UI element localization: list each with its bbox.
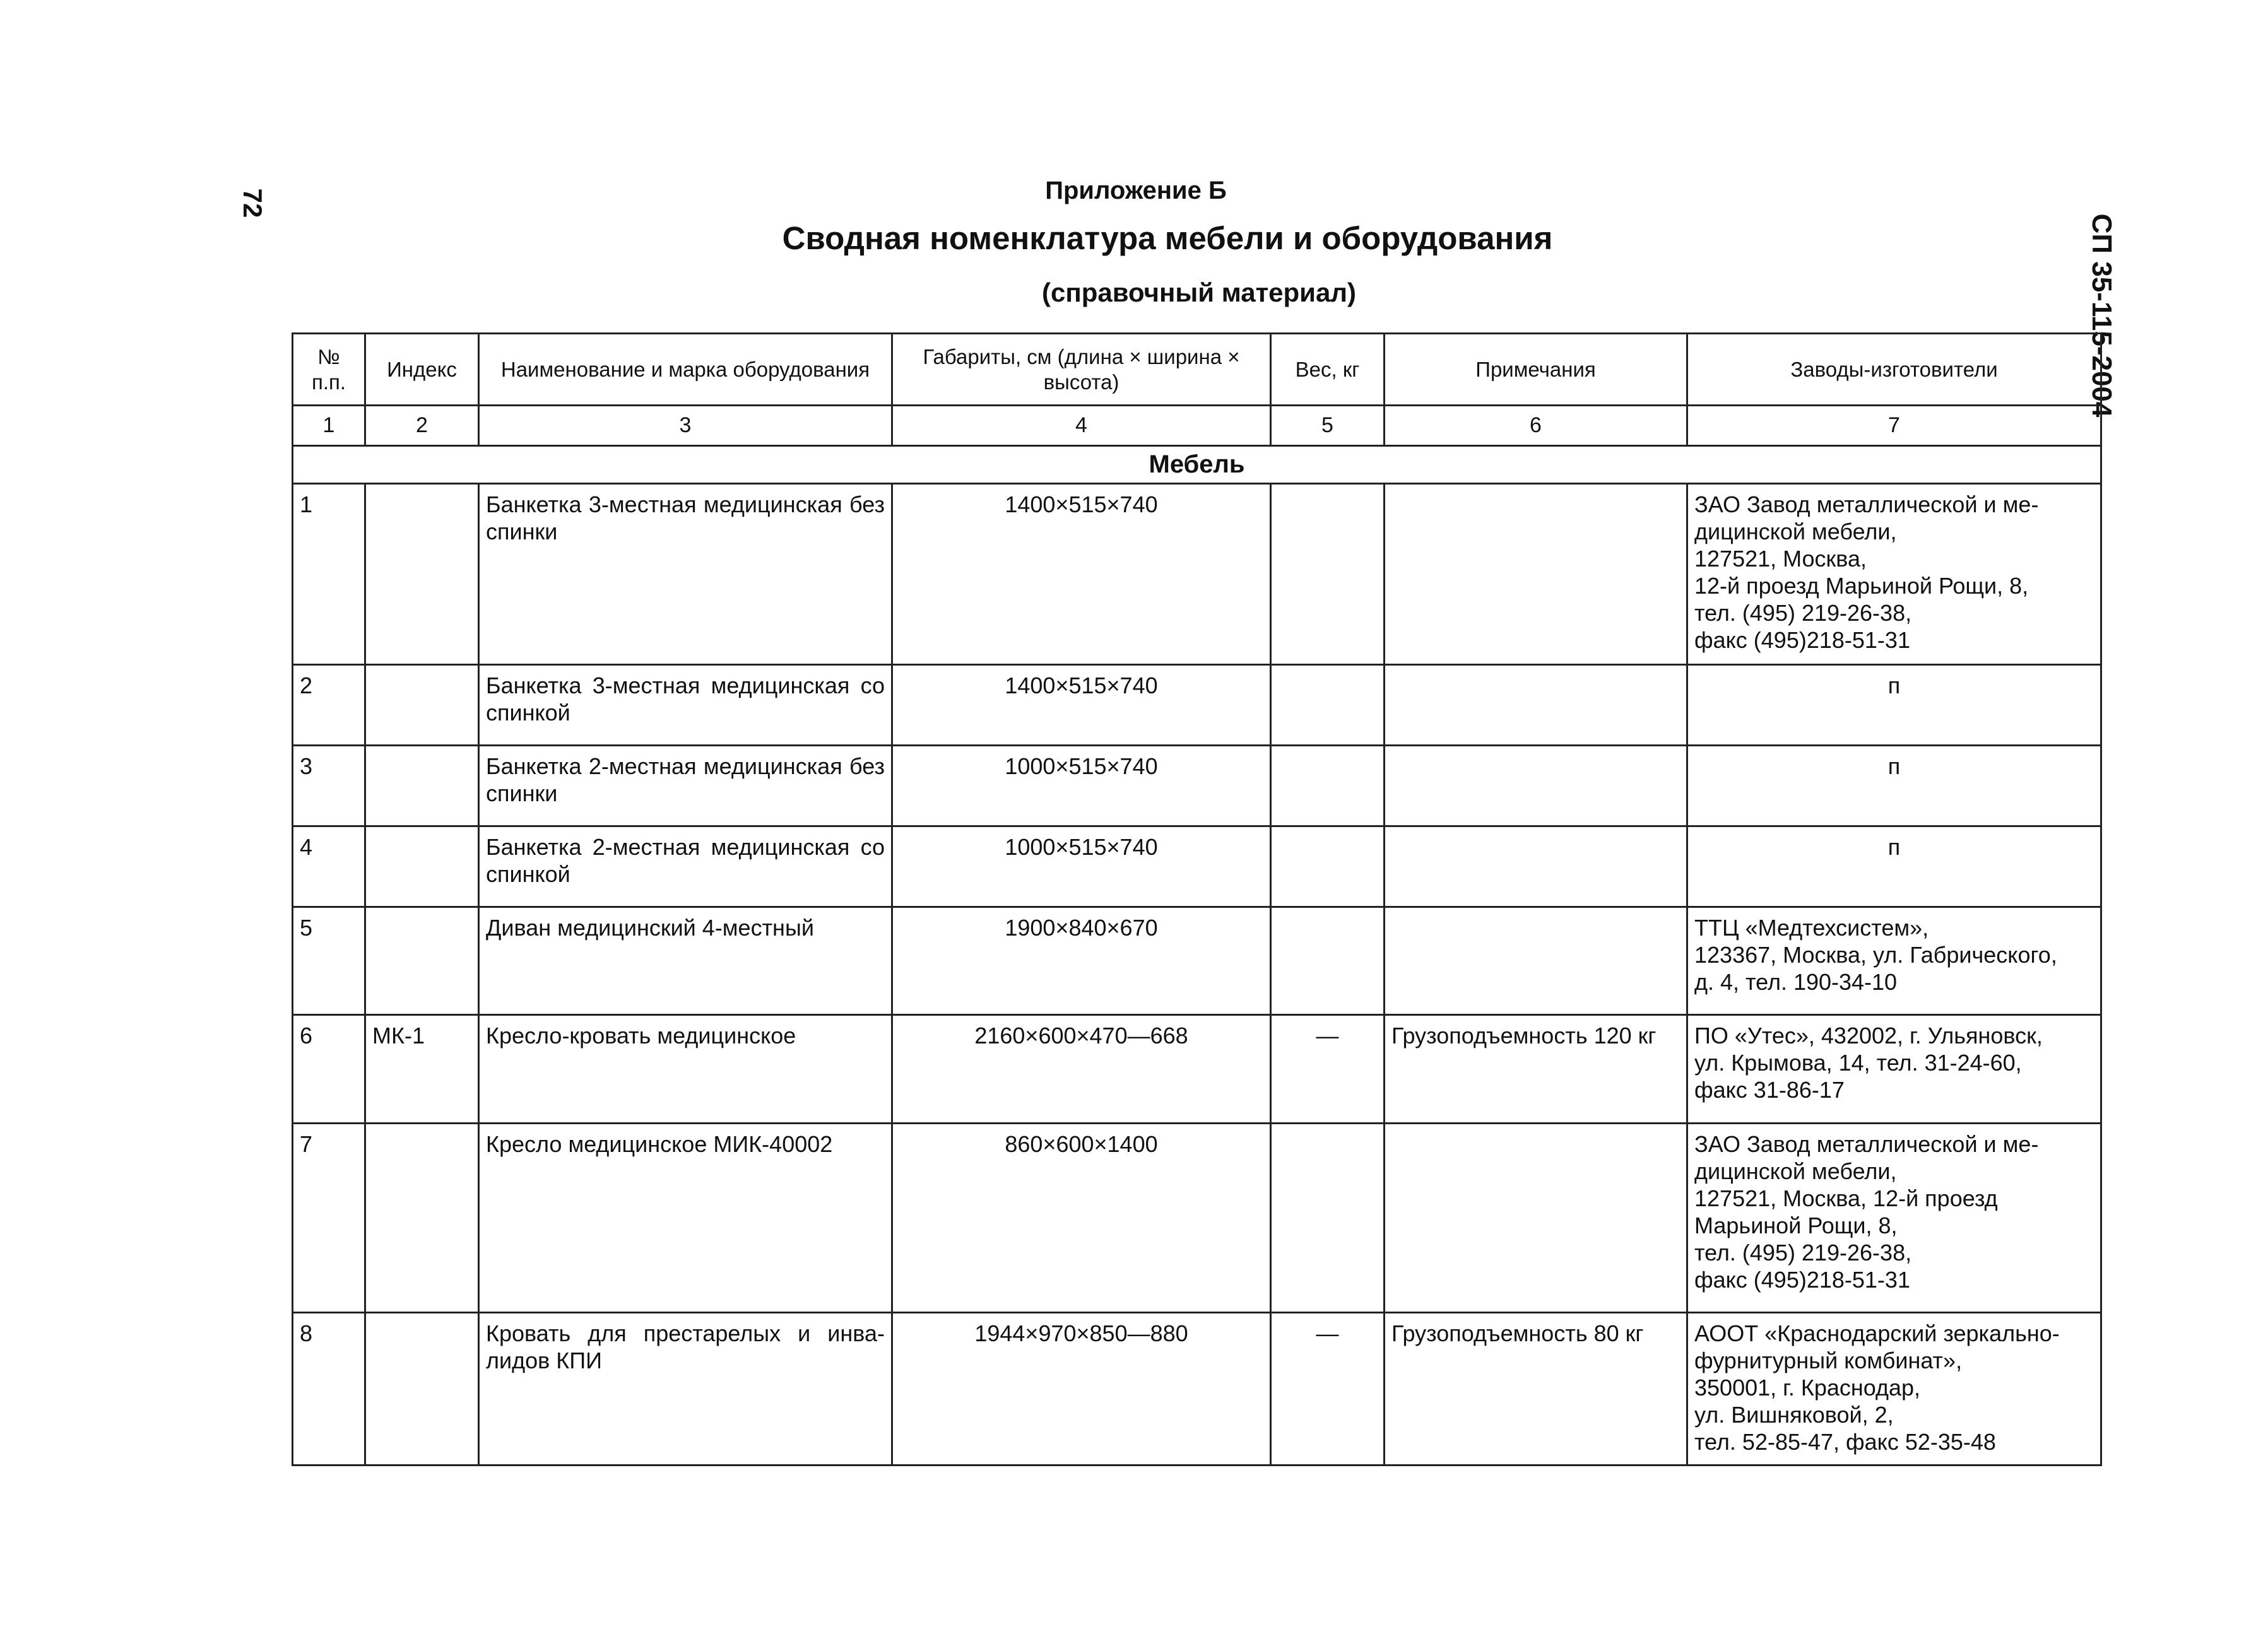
row-name: Банкетка 3-местная медицинская без спинки xyxy=(479,484,892,665)
column-number: 5 xyxy=(1271,406,1385,446)
row-index xyxy=(365,907,479,1015)
row-dims: 1000×515×740 xyxy=(892,746,1271,826)
header-index: Индекс xyxy=(365,334,479,406)
row-weight xyxy=(1271,826,1385,907)
table-row xyxy=(293,484,2101,665)
row-num: 8 xyxy=(293,1313,365,1466)
header-name: Наименование и марка оборудования xyxy=(479,334,892,406)
row-num: 6 xyxy=(293,1015,365,1124)
table-header-row xyxy=(293,334,2101,406)
row-index xyxy=(365,665,479,746)
table-row xyxy=(293,826,2101,907)
header-weight: Вес, кг xyxy=(1271,334,1385,406)
column-number: 4 xyxy=(892,406,1271,446)
row-dims: 1900×840×670 xyxy=(892,907,1271,1015)
column-number: 6 xyxy=(1385,406,1687,446)
table-row xyxy=(293,746,2101,826)
row-weight xyxy=(1271,665,1385,746)
row-num: 2 xyxy=(293,665,365,746)
table-row xyxy=(293,665,2101,746)
row-notes xyxy=(1385,1124,1687,1313)
row-dims: 860×600×1400 xyxy=(892,1124,1271,1313)
row-dims: 1400×515×740 xyxy=(892,665,1271,746)
row-num: 3 xyxy=(293,746,365,826)
row-num: 7 xyxy=(293,1124,365,1313)
table-row xyxy=(293,1124,2101,1313)
row-num: 4 xyxy=(293,826,365,907)
row-name: Банкетка 2-местная медицинская со спинкой xyxy=(479,826,892,907)
row-num: 5 xyxy=(293,907,365,1015)
row-weight xyxy=(1271,484,1385,665)
header-dims: Габариты, см (длина × ширина × высота) xyxy=(892,334,1271,406)
row-manufacturer: ТТЦ «Медтехсистем», 123367, Москва, ул. Габрического, д. 4, тел. 190-34-10 xyxy=(1687,907,2101,1015)
row-index xyxy=(365,1124,479,1313)
column-number: 3 xyxy=(479,406,892,446)
nomenclature-table xyxy=(292,332,2102,1466)
row-manufacturer: п xyxy=(1687,665,2101,746)
row-name: Кровать для престарелых и инва-лидов КПИ xyxy=(479,1313,892,1466)
row-weight xyxy=(1271,907,1385,1015)
column-number-row xyxy=(293,406,2101,446)
section-title: Мебель xyxy=(293,446,2101,484)
row-index xyxy=(365,1313,479,1466)
column-number: 7 xyxy=(1687,406,2101,446)
row-notes xyxy=(1385,665,1687,746)
row-dims: 2160×600×470—668 xyxy=(892,1015,1271,1124)
page-subtitle: (справочный материал) xyxy=(1041,278,1356,307)
row-weight xyxy=(1271,1124,1385,1313)
row-dims: 1000×515×740 xyxy=(892,826,1271,907)
row-manufacturer: п xyxy=(1687,826,2101,907)
row-weight: — xyxy=(1271,1015,1385,1124)
row-notes: Грузоподъемность 80 кг xyxy=(1385,1313,1687,1466)
row-name: Кресло-кровать медицинское xyxy=(479,1015,892,1124)
header-num: № п.п. xyxy=(293,334,365,406)
row-weight: — xyxy=(1271,1313,1385,1466)
document-code: СП 35-115-2004 xyxy=(2086,213,2117,418)
row-dims: 1400×515×740 xyxy=(892,484,1271,665)
row-notes xyxy=(1385,746,1687,826)
row-manufacturer: АООТ «Краснодарский зеркально- фурнитурный комбинат», 350001, г. Краснодар, ул. Вишняковой, 2, тел. 52-85-47, факс 52-35-48 xyxy=(1687,1313,2101,1466)
row-index xyxy=(365,484,479,665)
row-manufacturer: п xyxy=(1687,746,2101,826)
row-weight xyxy=(1271,746,1385,826)
row-name: Кресло медицинское МИК-40002 xyxy=(479,1124,892,1313)
row-name: Банкетка 3-местная медицинская со спинкой xyxy=(479,665,892,746)
header-notes: Примечания xyxy=(1385,334,1687,406)
row-notes xyxy=(1385,826,1687,907)
row-index xyxy=(365,826,479,907)
row-num: 1 xyxy=(293,484,365,665)
row-name: Диван медицинский 4-местный xyxy=(479,907,892,1015)
table-row xyxy=(293,1313,2101,1466)
column-number: 2 xyxy=(365,406,479,446)
row-index: МК-1 xyxy=(365,1015,479,1124)
row-manufacturer: ЗАО Завод металлической и ме- дицинской мебели, 127521, Москва, 12-й проезд Марьиной Рощи, 8, тел. (495) 219-26-38, факс (495)218-51-31 xyxy=(1687,1124,2101,1313)
row-notes: Грузоподъемность 120 кг xyxy=(1385,1015,1687,1124)
section-row xyxy=(293,446,2101,484)
row-notes xyxy=(1385,484,1687,665)
column-number: 1 xyxy=(293,406,365,446)
row-notes xyxy=(1385,907,1687,1015)
row-index xyxy=(365,746,479,826)
row-name: Банкетка 2-местная медицинская без спинки xyxy=(479,746,892,826)
header-manufacturers: Заводы-изготовители xyxy=(1687,334,2101,406)
row-manufacturer: ЗАО Завод металлической и ме- дицинской мебели, 127521, Москва, 12-й проезд Марьиной Рощи, 8, тел. (495) 219-26-38, факс (495)218-51-31 xyxy=(1687,484,2101,665)
row-manufacturer: ПО «Утес», 432002, г. Ульяновск, ул. Крымова, 14, тел. 31-24-60, факс 31-86-17 xyxy=(1687,1015,2101,1124)
page-title: Сводная номенклатура мебели и оборудования xyxy=(782,220,1553,256)
row-dims: 1944×970×850—880 xyxy=(892,1313,1271,1466)
table-row xyxy=(293,907,2101,1015)
appendix-label: Приложение Б xyxy=(1045,177,1227,204)
table-row xyxy=(293,1015,2101,1124)
page-number: 72 xyxy=(238,188,268,218)
